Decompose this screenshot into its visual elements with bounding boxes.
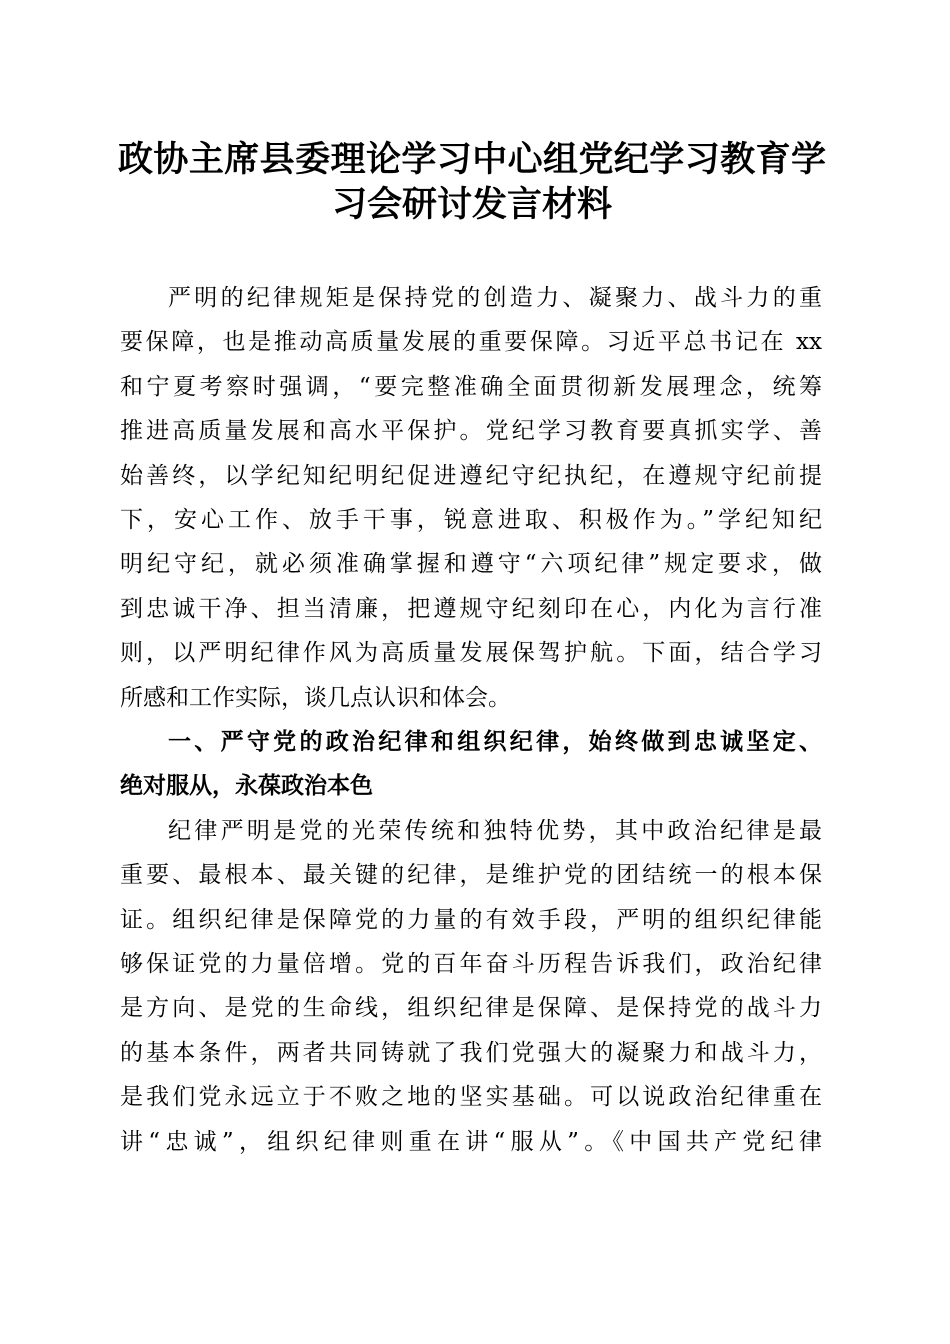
document-title-line-1: 政协主席县委理论学习中心组党纪学习教育学 [118, 139, 826, 180]
section-heading-line: 一、严守党的政治纪律和组织纪律，始终做到忠诚坚定、 [168, 728, 822, 755]
paragraph-line: 则，以严明纪律作风为高质量发展保驾护航。下面，结合学习 [120, 640, 822, 666]
paragraph-line: 和宁夏考察时强调，“要完整准确全面贯彻新发展理念，统筹 [120, 374, 822, 400]
paragraph-line: 够保证党的力量倍增。党的百年奋斗历程告诉我们，政治纪律 [120, 951, 822, 977]
paragraph-line: 讲“忠诚”，组织纪律则重在讲“服从”。《中国共产党纪律 [120, 1129, 822, 1155]
paragraph-line: 下，安心工作、放手干事，锐意进取、积极作为。”学纪知纪 [120, 507, 822, 533]
paragraph-line: 要保障，也是推动高质量发展的重要保障。习近平总书记在 xx [120, 329, 822, 355]
paragraph-line: 始善终，以学纪知纪明纪促进遵纪守纪执纪，在遵规守纪前提 [120, 463, 822, 489]
paragraph-line: 是方向、是党的生命线，组织纪律是保障、是保持党的战斗力 [120, 995, 822, 1021]
paragraph-line: 证。组织纪律是保障党的力量的有效手段，严明的组织纪律能 [120, 907, 822, 933]
paragraph-line: 明纪守纪，就必须准确掌握和遵守“六项纪律”规定要求，做 [120, 551, 822, 577]
document-title-line-2: 习会研讨发言材料 [331, 184, 612, 225]
paragraph-line: 是我们党永远立于不败之地的坚实基础。可以说政治纪律重在 [120, 1084, 822, 1110]
paragraph-line: 推进高质量发展和高水平保护。党纪学习教育要真抓实学、善 [120, 418, 822, 444]
paragraph-line: 重要、最根本、最关键的纪律，是维护党的团结统一的根本保 [120, 862, 822, 888]
paragraph-line: 所感和工作实际，谈几点认识和体会。 [120, 685, 511, 711]
paragraph-line: 的基本条件，两者共同铸就了我们党强大的凝聚力和战斗力， [120, 1040, 822, 1066]
section-heading-line: 绝对服从，永葆政治本色 [120, 772, 373, 799]
paragraph-line: 到忠诚干净、担当清廉，把遵规守纪刻印在心，内化为言行准 [120, 596, 822, 622]
paragraph-line: 严明的纪律规矩是保持党的创造力、凝聚力、战斗力的重 [168, 285, 822, 311]
paragraph-line: 纪律严明是党的光荣传统和独特优势，其中政治纪律是最 [168, 818, 822, 844]
